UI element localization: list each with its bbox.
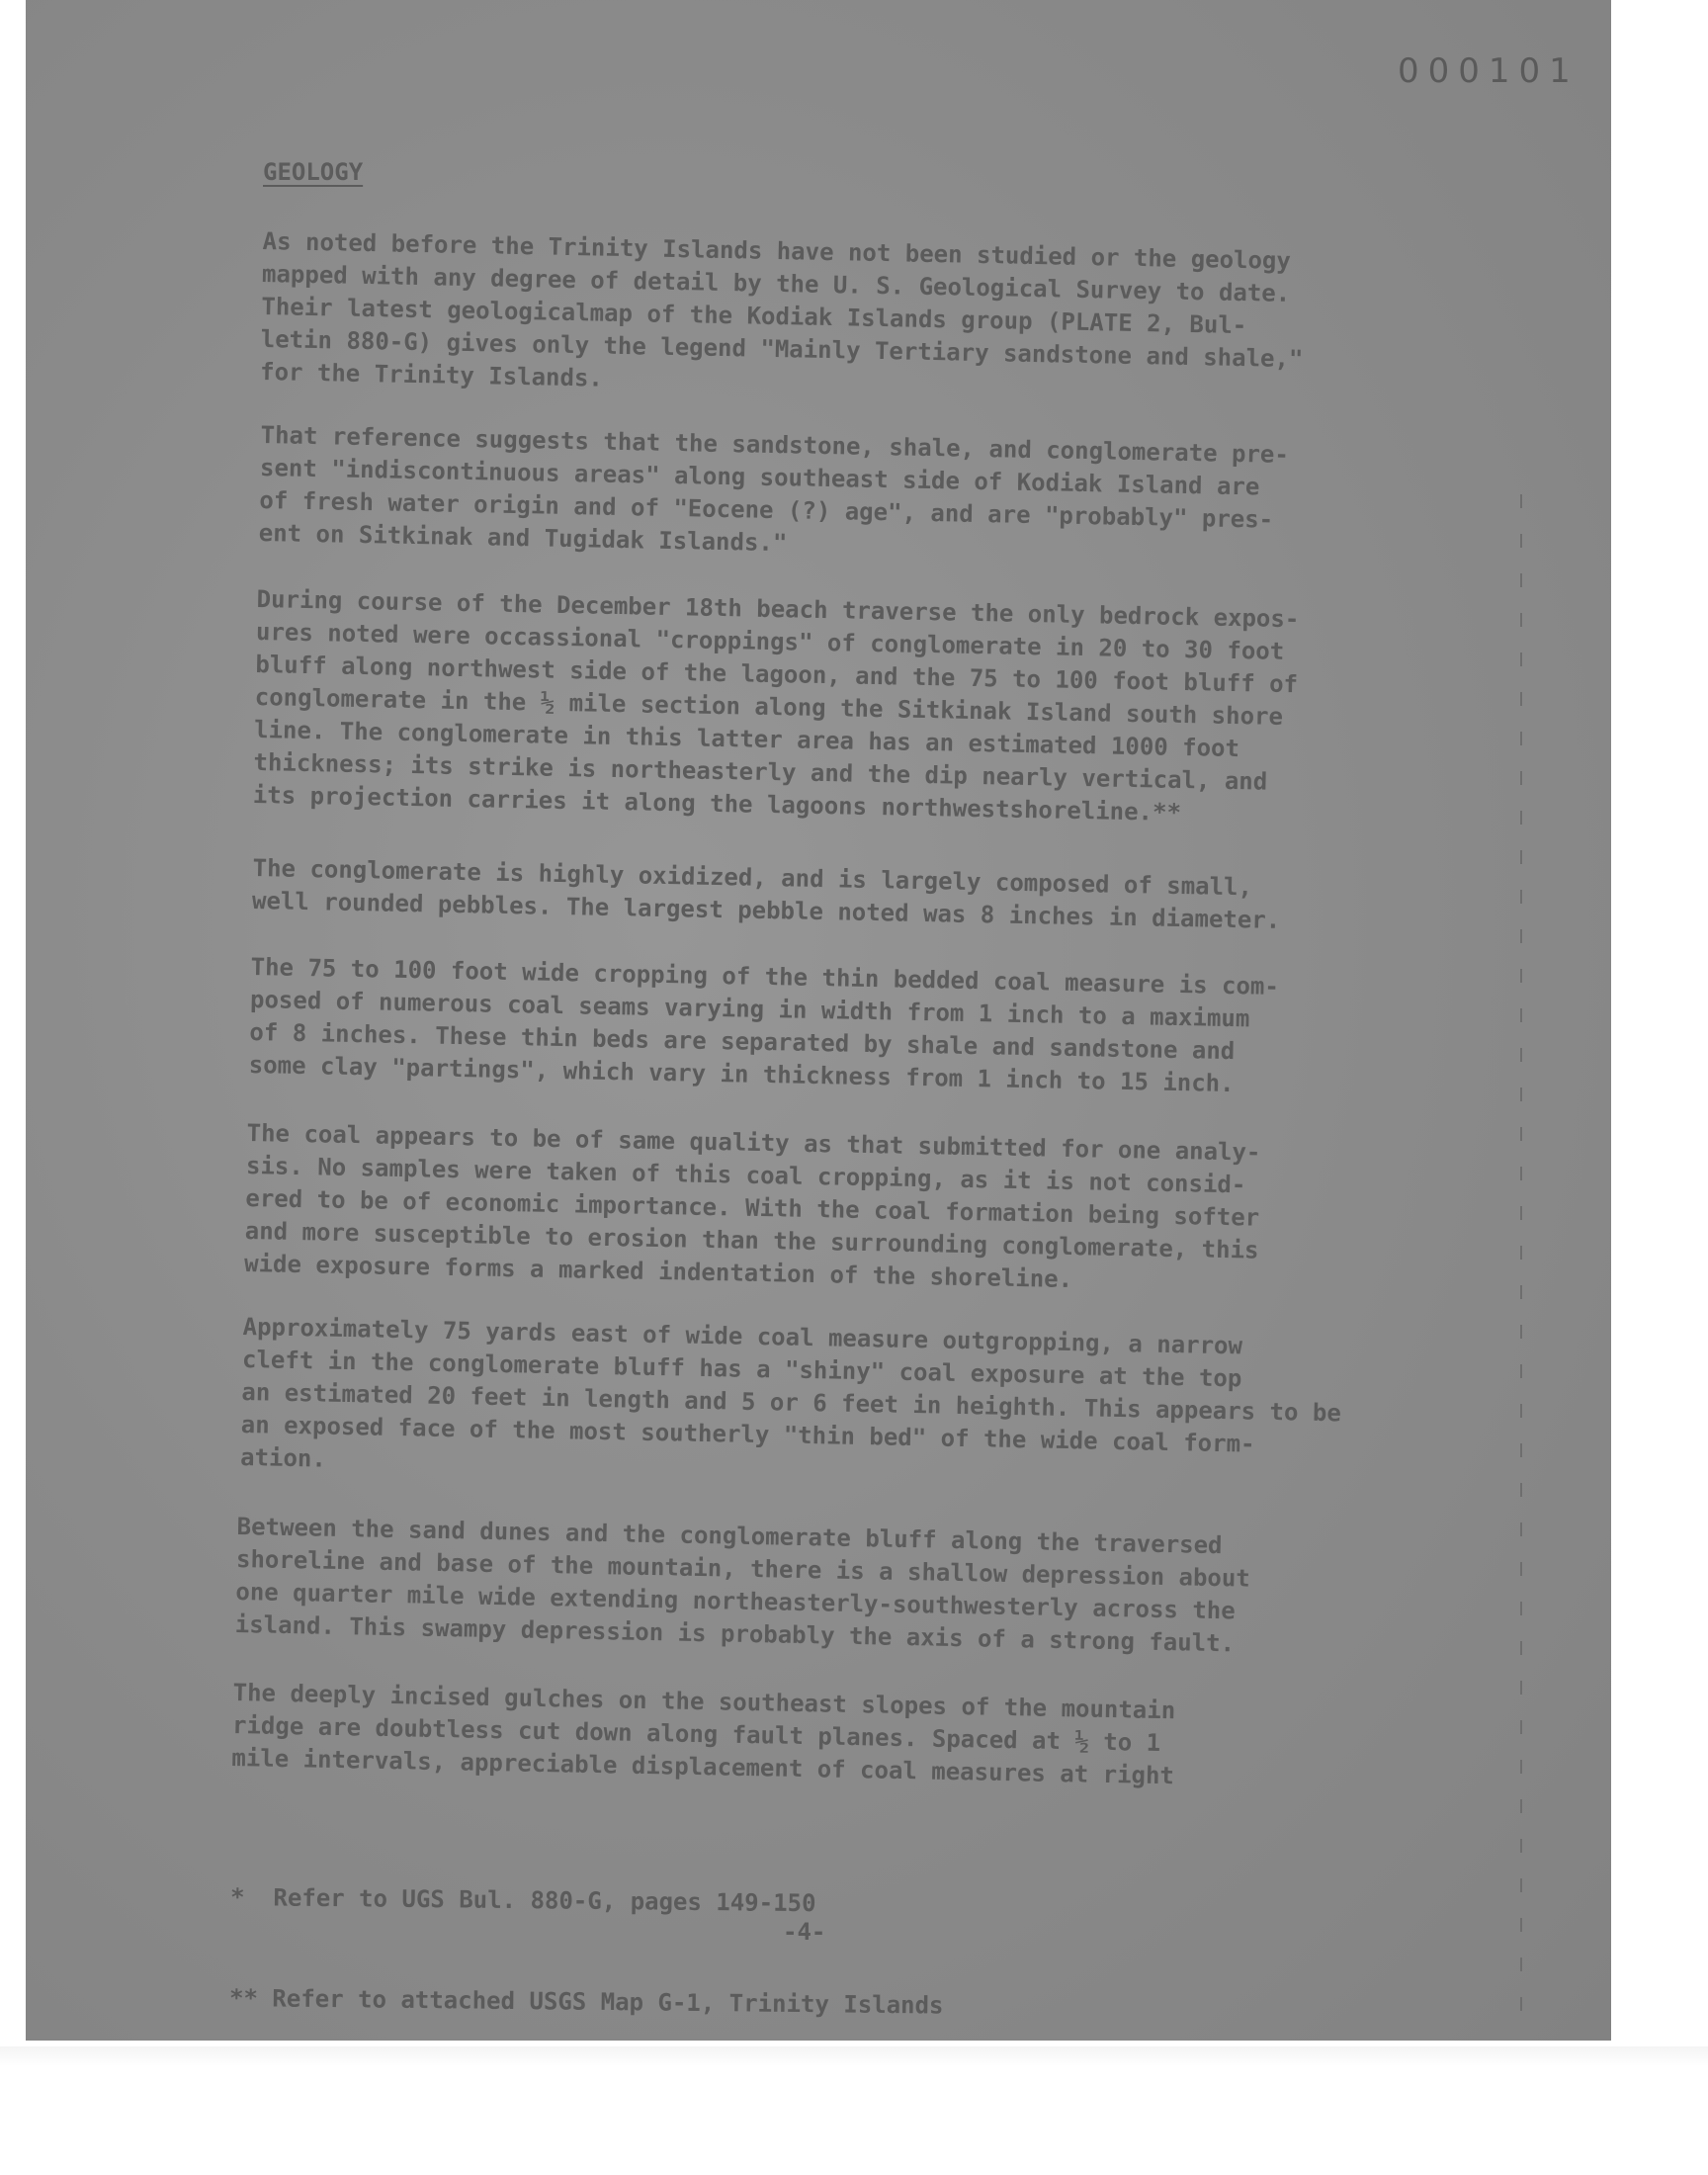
- paragraph-1: As noted before the Trinity Islands have not been studied or the geology mapped with any degree of detail by the U. S. Geological Survey to date. Their latest geologicalmap of the Kodiak Islands group (PLATE 2, Bul- letin 880-G) gives only the legend "Mainly Tertiary sandstone and shale," for the Trinity Islands.: [259, 226, 1304, 392]
- paragraph-3: During course of the December 18th beach traverse the only bedrock expos- ures noted were occassional "croppings" of conglomerate in 20 to 30 foot bluff along northwest side of the lagoon, and the 75 to 100 foot bluff of conglomerate in the ½ mile section along the Sitkinak Island south shore line. The conglomerate in this latter area has an estimated 1000 foot thickness; its strike is northeasterly and the dip nearly vertical, and its projection carries it along the lagoons northwestshoreline.**: [252, 584, 1300, 826]
- paragraph-2: That reference suggests that the sandstone, shale, and conglomerate pre- sent "indiscontinuous areas" along southeast side of Kodiak Island are of fresh water origin and of "Eocene (?) age", and are "probably" pres- ent on Sitkinak and Tugidak Islands.": [258, 420, 1290, 558]
- paragraph-5: The 75 to 100 foot wide cropping of the thin bedded coal measure is com- posed of numerous coal seams varying in width from 1 inch to a maximum of 8 inches. These thin beds are separated by shale and sandstone and some clay "partings", which vary in thickness from 1 inch to 15 inch.: [248, 952, 1280, 1098]
- paragraph-4: The conglomerate is highly oxidized, and is largely composed of small, well rounded pebbles. The largest pebble noted was 8 inches in diameter.: [251, 853, 1281, 934]
- scan-bottom-strip: [0, 2046, 1708, 2066]
- document-stamp-number: 000101: [1398, 51, 1580, 91]
- footnotes: [229, 1813, 946, 2056]
- paragraph-6: The coal appears to be of same quality as that submitted for one analy- sis. No samples were taken of this coal cropping, as it is not consid- ered to be of economic importance. With the coal formation being softer and more susceptible to erosion than the surrounding conglomerate, this wide exposure forms a marked indentation of the shoreline.: [243, 1118, 1261, 1294]
- footnote-1: * Refer to UGS Bul. 880-G, pages 149-150: [229, 1882, 816, 1918]
- paragraph-9: The deeply incised gulches on the southeast slopes of the mountain ridge are doubtless cut down along fault planes. Spaced at ½ to 1 mile intervals, appreciable displacement of coal measures at right: [231, 1678, 1176, 1790]
- footnote-2: ** Refer to attached USGS Map G-1, Trinity Islands: [228, 1983, 944, 2020]
- page-number: -4-: [783, 1918, 826, 1946]
- scan-edge-mark: [1520, 494, 1522, 2037]
- paragraph-8: Between the sand dunes and the conglomerate bluff along the traversed shoreline and base of the mountain, there is a shallow depression about one quarter mile wide extending northeasterly-southwesterly across the island. This swampy depression is probably the axis of a strong fault.: [234, 1512, 1251, 1658]
- section-heading: GEOLOGY: [263, 158, 364, 186]
- paragraph-7: Approximately 75 yards east of wide coal measure outgropping, a narrow cleft in the conglomerate bluff has a "shiny" coal exposure at the top an estimated 20 feet in length and 5 or 6 feet in heighth. This appears to be an exposed face of the most southerly "thin bed" of the wide coal form- ation.: [239, 1312, 1342, 1473]
